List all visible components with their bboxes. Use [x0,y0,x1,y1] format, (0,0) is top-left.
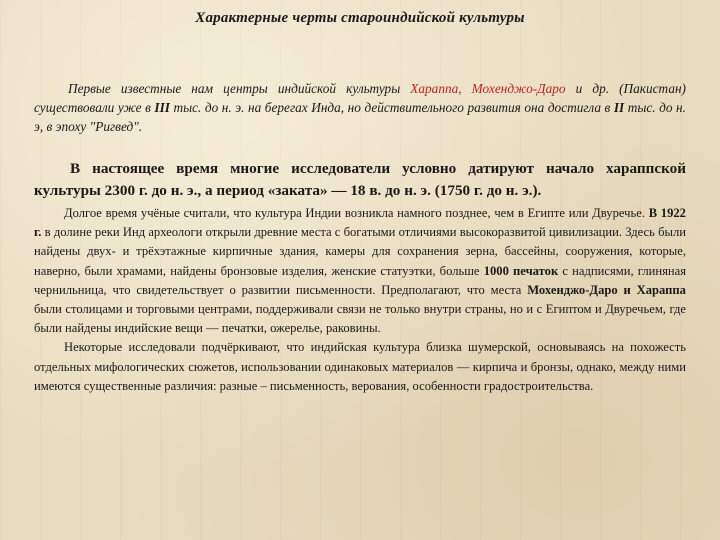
intro-sites-highlight: Хараппа, Мохенджо-Даро [410,81,566,96]
intro-millennium-2: II [613,100,625,115]
intro-text-3: тыс. до н. э. на берегах Инда, но действительного развития она достигла в [169,100,614,115]
discovery-paragraph [34,204,686,338]
dating-paragraph: В настоящее время многие исследователи условно датируют начало хараппской культуры 2300 г. до н. э., а период «заката» — 18 в. до н. э. (1750 г. до н. э.). [34,160,686,199]
discovery-text-2: в долине реки Инд археологи открыли древние места с богатыми отличиями высокоразвитой цивилизации. Здесь были найдены двух- и трёхэтажные кирпичные здания, камеры для сохранения зерна, бассейны, сооружения, которые, наверно, были храмами, найдены бронзовые изделия, женские статуэтки, больше [34,225,686,278]
intro-text-1: Первые известные нам центры индийской культуры [68,81,411,96]
seals-count: 1000 печаток [483,263,559,278]
sumerian-comparison-paragraph: Некоторые исследовали подчёркивают, что индийская культура близка шумерской, основываясь на похожесть отдельных мифологических сюжетов, использовании одинаковых материалов — кирпича и бронзы, однако, между ними имеются существенные различия: разные – письменность, верования, особенности градостроительства. [34,340,686,393]
intro-millennium-3: III [154,100,170,115]
slide-title: Характерные черты староиндийской культуры [195,10,525,26]
capitals-names: Мохенджо-Даро и Хараппа [527,282,686,297]
discovery-text-1: Долгое время учёные считали, что культура Индии возникла намного позднее, чем в Египте или Двуречье. [64,206,649,220]
discovery-text-4: были столицами и торговыми центрами, поддерживали связи не только внутри страны, но и с Египтом и Двуречьем, где были найдены индийские вещи — печатки, ожерелье, раковины. [34,302,686,336]
discovery-year: В 1922 г. [34,206,686,240]
intro-paragraph [34,79,686,136]
intro-text-2: и др. (Пакистан) существовали уже в [34,81,686,115]
discovery-text-3: с надписями, глиняная чернильница, что свидетельствует о развитии письменности. Предполагают, что места [34,263,686,297]
intro-text-4: тыс. до н. э, в эпоху "Ригвед". [34,100,686,134]
